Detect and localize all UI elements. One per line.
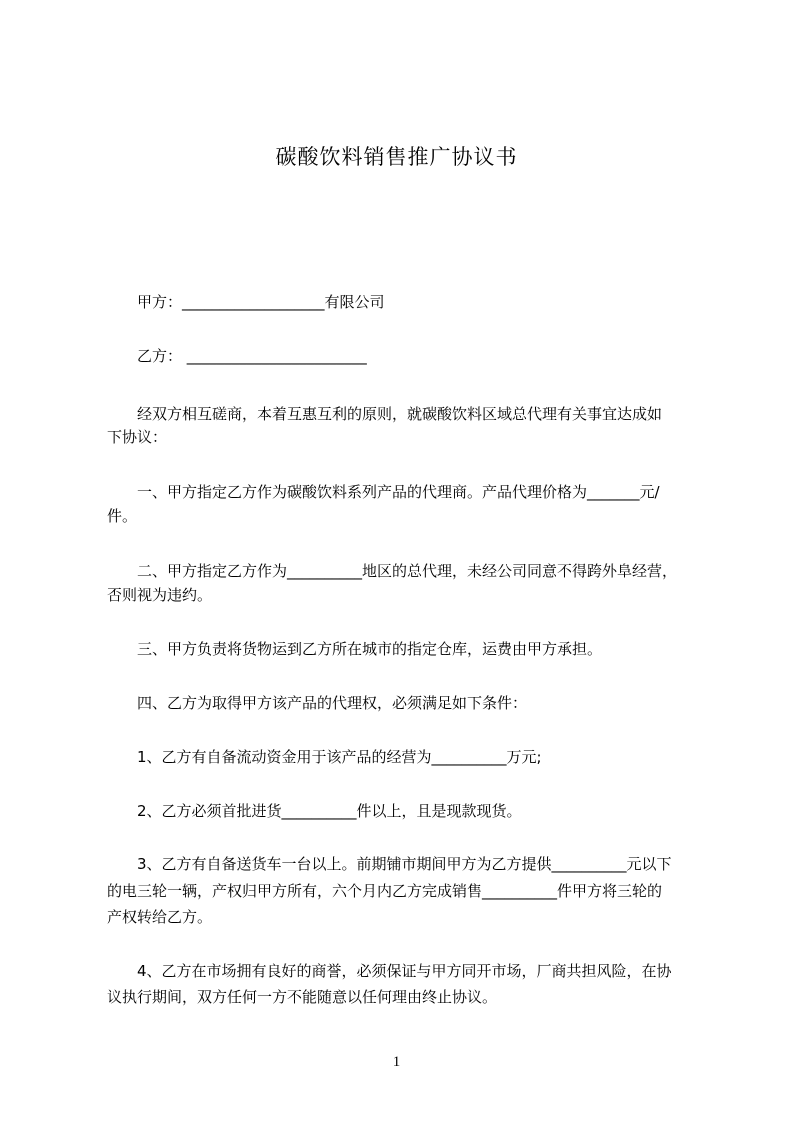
condition-3-line-1: 3、乙方有自备送货车一台以上。前期铺市期间甲方为乙方提供__________元以下	[137, 855, 672, 873]
party-a-line: 甲方：___________________有限公司	[137, 293, 385, 311]
page-number: 1	[392, 1054, 401, 1070]
clause-3-line: 三、甲方负责将货物运到乙方所在城市的指定仓库，运费由甲方承担。	[137, 640, 603, 658]
condition-3-line-2: 的电三轮一辆，产权归甲方所有，六个月内乙方完成销售__________件甲方将三轮的	[107, 882, 663, 900]
intro-line-2: 下协议：	[107, 428, 168, 446]
condition-4-line-2: 议执行期间，双方任何一方不能随意以任何理由终止协议。	[107, 988, 498, 1006]
clause-4-line: 四、乙方为取得甲方该产品的代理权，必须满足如下条件：	[137, 694, 528, 712]
condition-3-line-3: 产权转给乙方。	[107, 908, 213, 926]
clause-1-line-1: 一、甲方指定乙方作为碳酸饮料系列产品的代理商。产品代理价格为_______元/	[137, 483, 660, 501]
condition-2-line: 2、乙方必须首批进货__________件以上，且是现款现货。	[137, 802, 522, 820]
intro-line-1: 经双方相互磋商，本着互惠互利的原则，就碳酸饮料区域总代理有关事宜达成如	[137, 405, 663, 423]
condition-1-line: 1、乙方有自备流动资金用于该产品的经营为__________万元;	[137, 748, 542, 766]
clause-2-line-1: 二、甲方指定乙方作为__________地区的总代理，未经公司同意不得跨外阜经营，	[137, 562, 678, 580]
party-b-line: 乙方： ________________________	[137, 347, 367, 365]
clause-2-line-2: 否则视为违约。	[107, 586, 213, 604]
clause-1-line-2: 件。	[107, 507, 138, 525]
condition-4-line-1: 4、乙方在市场拥有良好的商誉，必须保证与甲方同开市场，厂商共担风险，在协	[137, 962, 672, 980]
document-title: 碳酸饮料销售推广协议书	[275, 145, 518, 169]
